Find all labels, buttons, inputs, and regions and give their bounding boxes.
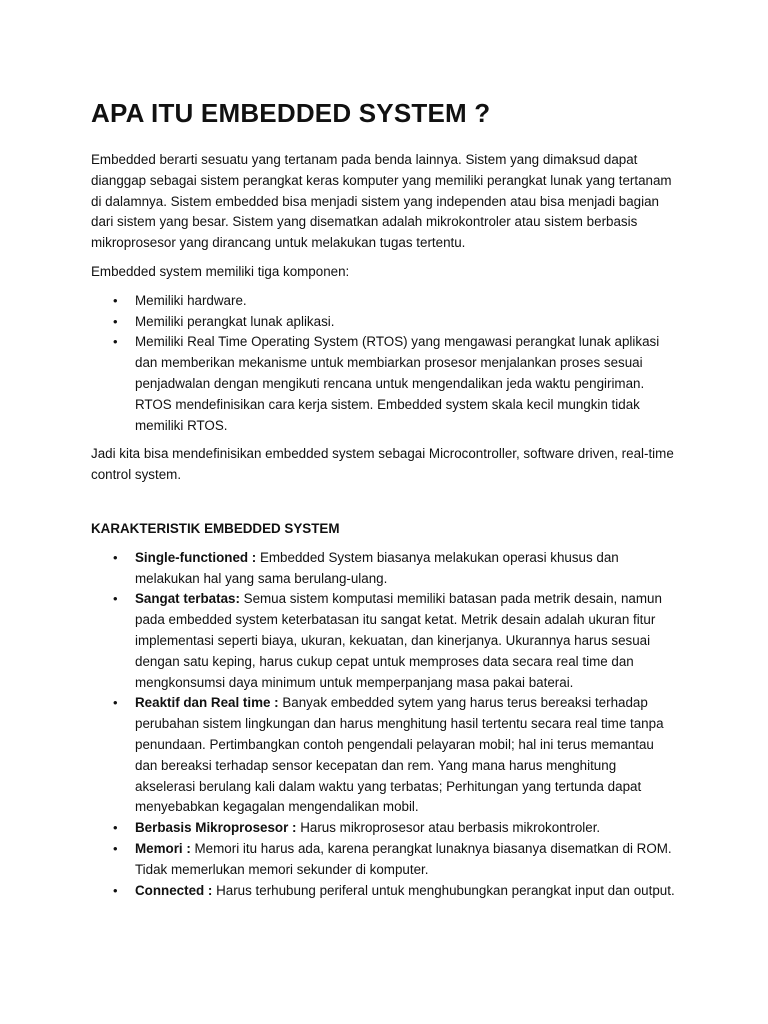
bullet-icon: • — [113, 882, 118, 898]
bullet-icon: • — [113, 292, 118, 308]
characteristic-desc: Embedded System biasanya melakukan operasi khusus dan melakukan hal yang sama berulang-ulang. — [135, 549, 619, 586]
characteristic-term: Sangat terbatas: — [135, 591, 240, 607]
characteristic-term: Connected : — [135, 882, 213, 898]
list-item — [91, 332, 675, 436]
characteristic-desc: Harus mikroprosesor atau berbasis mikrokontroler. — [296, 820, 601, 836]
bullet-icon: • — [113, 840, 118, 856]
characteristic-term: Reaktif dan Real time : — [135, 695, 279, 711]
list-item-text: Memiliki Real Time Operating System (RTOS) yang mengawasi perangkat lunak aplikasi dan memberikan mekanisme untuk membiarkan prosesor menjalankan proses sesuai penjadwalan dengan mengikuti rencana untuk mengendalikan jeda waktu pengiriman. RTOS mendefinisikan cara kerja sistem. Embedded system skala kecil mungkin tidak memiliki RTOS. — [135, 334, 660, 433]
list-item — [91, 548, 675, 590]
characteristic-term: Memori : — [135, 840, 191, 856]
characteristic-desc: Harus terhubung periferal untuk menghubungkan perangkat input dan output. — [212, 882, 675, 898]
intro-paragraph: Embedded berarti sesuatu yang tertanam pada benda lainnya. Sistem yang dimaksud dapat dianggap sebagai sistem perangkat keras komputer yang memiliki perangkat lunak yang tertanam di dalamnya. Sistem embedded bisa menjadi sistem yang independen atau bisa menjadi bagian dari sistem yang besar. Sistem yang disematkan adalah mikrokontroler atau sistem berbasis mikroprosesor yang dirancang untuk melakukan tugas tertentu. — [91, 152, 672, 251]
bullet-icon: • — [113, 334, 118, 350]
characteristics-heading: KARAKTERISTIK EMBEDDED SYSTEM — [91, 520, 340, 536]
characteristics-list — [91, 548, 675, 902]
components-intro: Embedded system memiliki tiga komponen: — [91, 263, 350, 279]
characteristic-desc: Memori itu harus ada, karena perangkat lunaknya biasanya disematkan di ROM. Tidak memerlukan memori sekunder di komputer. — [135, 840, 672, 877]
list-item-text: Memiliki perangkat lunak aplikasi. — [135, 313, 335, 329]
list-item — [91, 312, 675, 333]
bullet-icon: • — [113, 820, 118, 836]
conclusion-paragraph: Jadi kita bisa mendefinisikan embedded system sebagai Microcontroller, software driven, real-time control system. — [91, 446, 674, 483]
characteristic-desc: Banyak embedded sytem yang harus terus bereaksi terhadap perubahan sistem lingkungan dan harus menghitung hasil tertentu secara real time tanpa penundaan. Pertimbangkan contoh pengendali pelayaran mobil; hal ini terus memantau dan bereaksi terhadap sensor kecepatan dan rem. Yang mana harus menghitung akselerasi berulang kali dalam waktu yang terbatas; Perhitungan yang tertunda dapat menyebabkan kegagalan mengendalikan mobil. — [135, 695, 664, 815]
list-item — [91, 818, 675, 839]
components-list — [91, 291, 675, 437]
list-item — [91, 881, 675, 902]
list-item — [91, 693, 675, 818]
characteristic-desc: Semua sistem komputasi memiliki batasan pada metrik desain, namun pada embedded system keterbatasan itu sangat ketat. Metrik desain adalah ukuran fitur implementasi seperti biaya, ukuran, kekuatan, dan kinerjanya. Ukurannya harus sesuai dengan satu keping, harus cukup cepat untuk memproses data secara real time dan mengkonsumsi daya minimum untuk memperpanjang masa pakai baterai. — [135, 591, 662, 690]
bullet-icon: • — [113, 549, 118, 565]
bullet-icon: • — [113, 695, 118, 711]
list-item — [91, 839, 675, 881]
bullet-icon: • — [113, 313, 118, 329]
characteristic-term: Berbasis Mikroprosesor : — [135, 820, 297, 836]
characteristic-term: Single-functioned : — [135, 549, 257, 565]
list-item — [91, 291, 675, 312]
bullet-icon: • — [113, 591, 118, 607]
document-title: APA ITU EMBEDDED SYSTEM ? — [91, 98, 491, 128]
list-item — [91, 589, 675, 693]
list-item-text: Memiliki hardware. — [135, 292, 247, 308]
document-page — [91, 96, 675, 901]
